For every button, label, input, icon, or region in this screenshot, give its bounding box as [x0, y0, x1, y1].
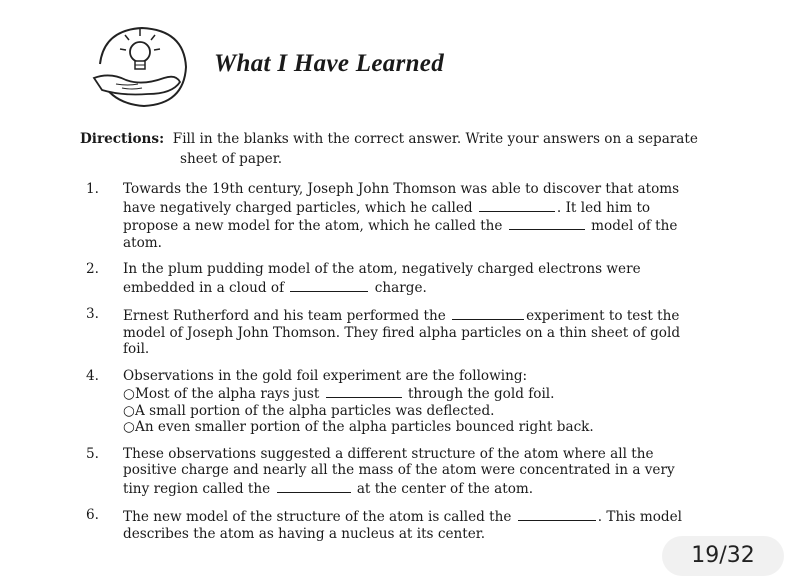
question-item-6 [86, 507, 766, 542]
question-item-2 [86, 261, 766, 296]
bullet-icon: ○ [123, 419, 135, 435]
question-text: through the gold foil. [407, 386, 555, 402]
directions [80, 129, 780, 169]
observation-list [123, 384, 766, 436]
directions-label: Directions: [80, 131, 165, 147]
question-number: 2. [86, 261, 99, 277]
question-text: experiment to test the [526, 308, 680, 324]
question-text: positive charge and nearly all the mass of the atom were concentrated in a very [123, 462, 675, 478]
question-text: describes the atom as having a nucleus at its center. [123, 525, 486, 542]
question-text: In the plum pudding model of the atom, negatively charged electrons were [123, 261, 641, 277]
question-item-4 [86, 368, 766, 436]
answer-blank[interactable] [479, 198, 555, 212]
question-list [86, 181, 766, 542]
question-number: 5. [86, 445, 99, 462]
answer-blank[interactable] [518, 507, 596, 521]
question-text: at the center of the atom. [356, 480, 534, 497]
question-text: Most of the alpha rays just [135, 386, 320, 402]
question-text: tiny region called the [123, 480, 271, 497]
directions-text-line2: sheet of paper. [180, 151, 283, 167]
question-item-5 [86, 446, 766, 498]
question-item-3 [86, 306, 766, 358]
question-text: Observations in the gold foil experiment are the following: [123, 367, 528, 384]
page-title: What I Have Learned [214, 50, 444, 77]
question-number: 1. [86, 181, 99, 197]
question-text: model of Joseph John Thomson. They fired alpha particles on a thin sheet of gold [123, 324, 681, 341]
question-text: An even smaller portion of the alpha particles bounced right back. [135, 419, 594, 435]
directions-text-line1: Fill in the blanks with the correct answer. Write your answers on a separate [172, 131, 698, 147]
page-indicator: 19/32 [662, 536, 784, 576]
answer-blank[interactable] [326, 384, 402, 398]
answer-blank[interactable] [290, 278, 368, 292]
question-text: Towards the 19th century, Joseph John Thomson was able to discover that atoms [123, 181, 680, 197]
bullet-icon: ○ [123, 386, 135, 402]
question-text: model of the [591, 218, 678, 234]
question-number: 6. [86, 507, 99, 523]
question-number: 3. [86, 306, 99, 322]
lightbulb-in-hand-icon [92, 22, 192, 112]
question-text: These observations suggested a different structure of the atom where all the [123, 445, 654, 462]
question-text: propose a new model for the atom, which he called the [123, 218, 503, 234]
question-text: embedded in a cloud of [123, 279, 285, 296]
question-text: The new model of the structure of the atom is called the [123, 509, 512, 525]
answer-blank[interactable] [277, 479, 351, 493]
list-item [123, 403, 766, 420]
question-text: charge. [374, 279, 427, 296]
list-item [123, 384, 766, 403]
question-item-1 [86, 181, 766, 251]
answer-blank[interactable] [452, 306, 524, 320]
question-text: atom. [123, 234, 162, 251]
question-text: have negatively charged particles, which he called [123, 199, 473, 216]
question-text: . It led him to [556, 199, 651, 216]
bullet-icon: ○ [123, 402, 135, 419]
list-item [123, 419, 766, 436]
question-text: foil. [123, 341, 150, 357]
question-number: 4. [86, 367, 99, 384]
question-text: Ernest Rutherford and his team performed the [123, 308, 446, 324]
question-text: . This model [597, 509, 683, 525]
question-text: A small portion of the alpha particles was deflected. [135, 402, 495, 419]
answer-blank[interactable] [509, 216, 585, 230]
